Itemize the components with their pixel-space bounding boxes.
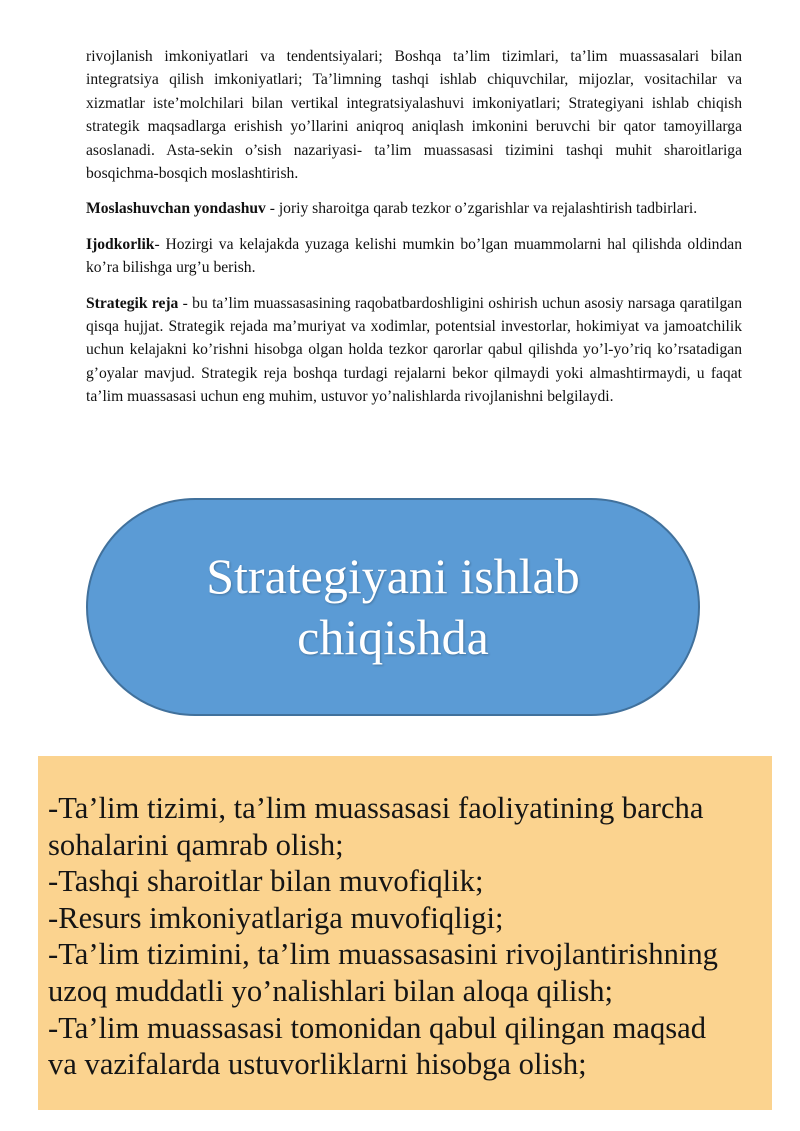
term-creativity: Ijodkorlik [86, 235, 155, 253]
paragraph-strategic-plan [86, 292, 742, 409]
principles-box [38, 756, 772, 1110]
definition-strategic-plan: - bu ta’lim muassasasining raqobatbardoshligini oshirish uchun asosiy narsaga qaratilgan qisqa hujjat. Strategik rejada ma’muriyat va xodimlar, potentsial investorlar, hokimiyat va jamoatchilik uchun kelajakni ko’rishni hisobga olgan holda tezkor qarorlar qabul qilishda yo’l-yo’riq ko’rsatadigan g’oyalar mavjud. Strategik reja boshqa turdagi rejalarni bekor qilmaydi yoki almashtirmaydi, u faqat ta’lim muassasasi uchun eng muhim, ustuvor yo’nalishlarda rivojlanishni belgilaydi. [86, 294, 742, 406]
paragraph-creativity [86, 233, 742, 280]
paragraph-intro-text: rivojlanish imkoniyatlari va tendentsiyalari; Boshqa ta’lim tizimlari, ta’lim muassasalari bilan integratsiya qilish imkoniyatlari; Ta’limning tashqi ishlab chiquvchilar, mijozlar, vositachilar va xizmatlar iste’molchilari bilan vertikal integratsiyalashuvi imkoniyatlari; Strategiyani ishlab chiqish strategik maqsadlarga erishish yo’llarini aniqroq aniqlash imkonini beruvchi bir qator tamoyillarga asoslanadi. Asta-sekin o’sish nazariyasi- ta’lim muassasasi tizimini tashqi muhit sharoitlariga bosqichma-bosqich moslashtirish. [86, 48, 742, 183]
definition-flexible-approach: - joriy sharoitga qarab tezkor o’zgarishlar va rejalashtirish tadbirlari. [265, 200, 698, 218]
principles-line: -Tashqi sharoitlar bilan muvofiqlik; [48, 864, 484, 899]
principles-line: uzoq muddatli yo’nalishlari bilan aloqa qilish; [48, 973, 614, 1008]
principles-line: -Resurs imkoniyatlariga muvofiqligi; [48, 900, 504, 935]
principles-line: sohalarini qamrab olish; [48, 827, 344, 862]
term-flexible-approach: Moslashuvchan yondashuv [86, 200, 266, 218]
principles-line: -Ta’lim tizimini, ta’lim muassasasini rivojlantirishning [48, 937, 718, 972]
strategy-heading-text: Strategiyani ishlab chiqishda [206, 548, 580, 665]
body-text [86, 45, 742, 421]
principles-line: va vazifalarda ustuvorliklarni hisobga olish; [48, 1047, 587, 1082]
paragraph-flexible-approach [86, 197, 742, 220]
definition-creativity: - Hozirgi va kelajakda yuzaga kelishi mumkin bo’lgan muammolarni hal qilishda oldindan ko’ra bilishga urg’u berish. [86, 235, 742, 277]
paragraph-intro [86, 45, 742, 185]
principles-line: -Ta’lim muassasasi tomonidan qabul qilingan maqsad [48, 1010, 707, 1045]
principles-line: -Ta’lim tizimi, ta’lim muassasasi faoliyatining barcha [48, 791, 704, 825]
term-strategic-plan: Strategik reja [86, 294, 179, 312]
strategy-heading-shape [86, 498, 700, 716]
